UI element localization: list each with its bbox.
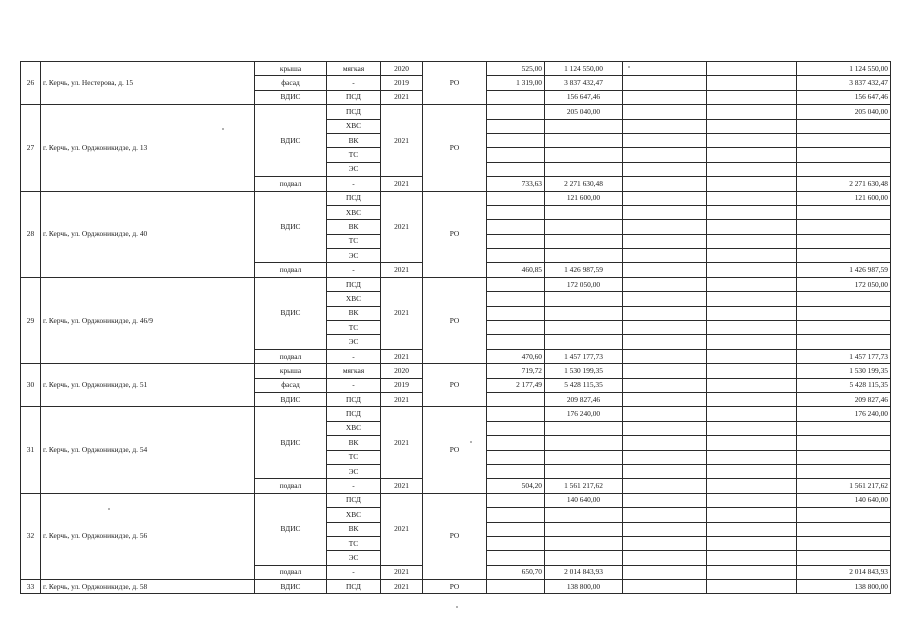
work-year: 2021 xyxy=(381,263,423,277)
work-cost: 2 271 630,48 xyxy=(545,177,623,191)
work-area xyxy=(487,90,545,104)
work-year: 2019 xyxy=(381,378,423,392)
work-cost xyxy=(545,148,623,162)
empty-cell xyxy=(707,119,797,133)
work-material: ВК xyxy=(327,306,381,320)
empty-cell xyxy=(707,148,797,162)
empty-cell xyxy=(623,479,707,493)
empty-cell xyxy=(707,162,797,176)
empty-cell xyxy=(623,436,707,450)
total-cost xyxy=(797,306,891,320)
empty-cell xyxy=(707,508,797,522)
empty-cell xyxy=(623,220,707,234)
object-address: г. Керчь, ул. Орджоникидзе, д. 40 xyxy=(41,191,255,277)
empty-cell xyxy=(623,349,707,363)
work-cost: 138 800,00 xyxy=(545,580,623,594)
total-cost xyxy=(797,148,891,162)
empty-cell xyxy=(623,335,707,349)
work-area: 470,60 xyxy=(487,349,545,363)
total-cost xyxy=(797,522,891,536)
work-area xyxy=(487,321,545,335)
work-year: 2021 xyxy=(381,493,423,565)
empty-cell xyxy=(623,306,707,320)
work-area: 650,70 xyxy=(487,565,545,579)
work-material: мягкая xyxy=(327,62,381,76)
work-material: - xyxy=(327,177,381,191)
work-year: 2020 xyxy=(381,62,423,76)
work-area xyxy=(487,249,545,263)
object-address: г. Керчь, ул. Орджоникидзе, д. 46/9 xyxy=(41,277,255,363)
empty-cell xyxy=(707,421,797,435)
table-row xyxy=(21,407,891,421)
work-cost: 1 561 217,62 xyxy=(545,479,623,493)
empty-cell xyxy=(623,205,707,219)
scan-speck xyxy=(470,441,472,443)
work-element: подвал xyxy=(255,565,327,579)
work-area: 504,20 xyxy=(487,479,545,493)
work-area xyxy=(487,191,545,205)
table-row xyxy=(21,62,891,76)
empty-cell xyxy=(707,479,797,493)
work-cost xyxy=(545,162,623,176)
total-cost xyxy=(797,119,891,133)
work-material: ХВС xyxy=(327,119,381,133)
work-year: 2019 xyxy=(381,76,423,90)
object-address: г. Керчь, ул. Орджоникидзе, д. 56 xyxy=(41,493,255,579)
work-cost xyxy=(545,551,623,565)
empty-cell xyxy=(623,249,707,263)
work-cost xyxy=(545,522,623,536)
work-material: мягкая xyxy=(327,364,381,378)
work-cost: 121 600,00 xyxy=(545,191,623,205)
work-material: ХВС xyxy=(327,421,381,435)
empty-cell xyxy=(623,378,707,392)
empty-cell xyxy=(623,508,707,522)
work-area xyxy=(487,392,545,406)
total-cost xyxy=(797,508,891,522)
empty-cell xyxy=(707,321,797,335)
work-area xyxy=(487,407,545,421)
funding-source: РО xyxy=(423,191,487,277)
total-cost: 3 837 432,47 xyxy=(797,76,891,90)
work-cost xyxy=(545,508,623,522)
work-cost: 3 837 432,47 xyxy=(545,76,623,90)
work-area xyxy=(487,148,545,162)
total-cost: 5 428 115,35 xyxy=(797,378,891,392)
funding-source: РО xyxy=(423,407,487,493)
empty-cell xyxy=(707,407,797,421)
work-element: крыша xyxy=(255,62,327,76)
total-cost xyxy=(797,292,891,306)
empty-cell xyxy=(623,90,707,104)
empty-cell xyxy=(623,464,707,478)
work-area xyxy=(487,292,545,306)
empty-cell xyxy=(623,493,707,507)
work-material: ПСД xyxy=(327,392,381,406)
object-address: г. Керчь, ул. Орджоникидзе, д. 58 xyxy=(41,580,255,594)
empty-cell xyxy=(707,90,797,104)
work-cost xyxy=(545,249,623,263)
empty-cell xyxy=(707,335,797,349)
empty-cell xyxy=(623,364,707,378)
work-material: - xyxy=(327,565,381,579)
work-element: подвал xyxy=(255,479,327,493)
total-cost xyxy=(797,321,891,335)
empty-cell xyxy=(707,263,797,277)
object-address: г. Керчь, ул. Орджоникидзе, д. 13 xyxy=(41,105,255,191)
empty-cell xyxy=(623,162,707,176)
total-cost xyxy=(797,450,891,464)
work-material: ВК xyxy=(327,436,381,450)
work-area xyxy=(487,335,545,349)
empty-cell xyxy=(707,177,797,191)
empty-cell xyxy=(623,234,707,248)
work-area xyxy=(487,105,545,119)
work-area xyxy=(487,522,545,536)
work-material: ЭС xyxy=(327,464,381,478)
work-element: подвал xyxy=(255,263,327,277)
total-cost: 121 600,00 xyxy=(797,191,891,205)
table-row xyxy=(21,105,891,119)
empty-cell xyxy=(707,306,797,320)
work-year: 2021 xyxy=(381,349,423,363)
work-material: ВК xyxy=(327,220,381,234)
work-area xyxy=(487,421,545,435)
work-area xyxy=(487,493,545,507)
total-cost: 1 124 550,00 xyxy=(797,62,891,76)
empty-cell xyxy=(707,234,797,248)
total-cost: 140 640,00 xyxy=(797,493,891,507)
work-material: - xyxy=(327,76,381,90)
work-element: ВДИС xyxy=(255,392,327,406)
empty-cell xyxy=(623,321,707,335)
empty-cell xyxy=(707,76,797,90)
object-number: 30 xyxy=(21,364,41,407)
work-element: ВДИС xyxy=(255,105,327,177)
total-cost: 172 050,00 xyxy=(797,277,891,291)
empty-cell xyxy=(707,392,797,406)
empty-cell xyxy=(707,536,797,550)
work-area xyxy=(487,162,545,176)
work-year: 2021 xyxy=(381,277,423,349)
work-cost xyxy=(545,292,623,306)
empty-cell xyxy=(623,119,707,133)
work-cost xyxy=(545,119,623,133)
work-cost: 156 647,46 xyxy=(545,90,623,104)
work-cost: 172 050,00 xyxy=(545,277,623,291)
work-area xyxy=(487,436,545,450)
work-area xyxy=(487,536,545,550)
work-year: 2021 xyxy=(381,90,423,104)
work-cost xyxy=(545,450,623,464)
work-material: ТС xyxy=(327,450,381,464)
work-cost: 205 040,00 xyxy=(545,105,623,119)
empty-cell xyxy=(707,522,797,536)
empty-cell xyxy=(707,133,797,147)
scan-speck xyxy=(108,508,110,510)
total-cost xyxy=(797,220,891,234)
table-row xyxy=(21,191,891,205)
total-cost: 209 827,46 xyxy=(797,392,891,406)
work-element: крыша xyxy=(255,364,327,378)
table-row xyxy=(21,493,891,507)
table-row xyxy=(21,277,891,291)
empty-cell xyxy=(623,177,707,191)
empty-cell xyxy=(707,105,797,119)
work-cost: 140 640,00 xyxy=(545,493,623,507)
total-cost: 156 647,46 xyxy=(797,90,891,104)
work-material: - xyxy=(327,349,381,363)
work-element: ВДИС xyxy=(255,580,327,594)
work-material: - xyxy=(327,263,381,277)
work-area xyxy=(487,306,545,320)
object-number: 29 xyxy=(21,277,41,363)
work-area xyxy=(487,464,545,478)
work-area xyxy=(487,277,545,291)
work-cost xyxy=(545,321,623,335)
total-cost xyxy=(797,464,891,478)
empty-cell xyxy=(623,76,707,90)
work-cost xyxy=(545,536,623,550)
work-year: 2021 xyxy=(381,105,423,177)
total-cost: 1 457 177,73 xyxy=(797,349,891,363)
work-year: 2021 xyxy=(381,565,423,579)
empty-cell xyxy=(707,364,797,378)
total-cost xyxy=(797,436,891,450)
work-material: - xyxy=(327,479,381,493)
work-material: ВК xyxy=(327,133,381,147)
table-row xyxy=(21,580,891,594)
object-address: г. Керчь, ул. Орджоникидзе, д. 51 xyxy=(41,364,255,407)
work-material: ВК xyxy=(327,522,381,536)
total-cost: 176 240,00 xyxy=(797,407,891,421)
work-element: ВДИС xyxy=(255,191,327,263)
empty-cell xyxy=(707,220,797,234)
empty-cell xyxy=(623,277,707,291)
empty-cell xyxy=(623,263,707,277)
total-cost xyxy=(797,249,891,263)
work-area xyxy=(487,220,545,234)
empty-cell xyxy=(707,565,797,579)
work-cost: 5 428 115,35 xyxy=(545,378,623,392)
total-cost xyxy=(797,421,891,435)
empty-cell xyxy=(707,277,797,291)
total-cost xyxy=(797,162,891,176)
scan-speck xyxy=(222,128,224,130)
work-area: 525,00 xyxy=(487,62,545,76)
repair-schedule-table xyxy=(20,61,891,594)
funding-source: РО xyxy=(423,105,487,191)
empty-cell xyxy=(623,450,707,464)
work-material: ЭС xyxy=(327,335,381,349)
empty-cell xyxy=(623,580,707,594)
total-cost: 1 426 987,59 xyxy=(797,263,891,277)
empty-cell xyxy=(707,450,797,464)
total-cost xyxy=(797,551,891,565)
work-cost xyxy=(545,335,623,349)
object-number: 28 xyxy=(21,191,41,277)
empty-cell xyxy=(623,62,707,76)
work-cost: 1 457 177,73 xyxy=(545,349,623,363)
empty-cell xyxy=(623,551,707,565)
empty-cell xyxy=(623,148,707,162)
work-cost: 1 426 987,59 xyxy=(545,263,623,277)
work-cost: 2 014 843,93 xyxy=(545,565,623,579)
work-cost xyxy=(545,464,623,478)
total-cost: 1 561 217,62 xyxy=(797,479,891,493)
total-cost xyxy=(797,133,891,147)
work-material: ПСД xyxy=(327,191,381,205)
funding-source: РО xyxy=(423,277,487,363)
empty-cell xyxy=(623,191,707,205)
empty-cell xyxy=(707,493,797,507)
work-area: 733,63 xyxy=(487,177,545,191)
empty-cell xyxy=(707,378,797,392)
work-element: фасад xyxy=(255,76,327,90)
total-cost xyxy=(797,335,891,349)
object-number: 27 xyxy=(21,105,41,191)
funding-source: РО xyxy=(423,493,487,579)
empty-cell xyxy=(707,464,797,478)
work-material: ПСД xyxy=(327,277,381,291)
work-cost xyxy=(545,436,623,450)
work-material: ПСД xyxy=(327,493,381,507)
empty-cell xyxy=(707,249,797,263)
work-year: 2021 xyxy=(381,479,423,493)
work-material: ХВС xyxy=(327,292,381,306)
work-material: ПСД xyxy=(327,580,381,594)
work-cost xyxy=(545,133,623,147)
empty-cell xyxy=(623,421,707,435)
work-area: 719,72 xyxy=(487,364,545,378)
work-cost: 1 530 199,35 xyxy=(545,364,623,378)
empty-cell xyxy=(707,436,797,450)
empty-cell xyxy=(623,292,707,306)
object-address: г. Керчь, ул. Орджоникидзе, д. 54 xyxy=(41,407,255,493)
work-area xyxy=(487,508,545,522)
work-element: ВДИС xyxy=(255,493,327,565)
empty-cell xyxy=(707,551,797,565)
empty-cell xyxy=(707,191,797,205)
work-cost xyxy=(545,205,623,219)
work-material: ХВС xyxy=(327,508,381,522)
work-area: 1 319,00 xyxy=(487,76,545,90)
work-area xyxy=(487,551,545,565)
object-number: 32 xyxy=(21,493,41,579)
work-material: ПСД xyxy=(327,105,381,119)
funding-source: РО xyxy=(423,364,487,407)
work-cost xyxy=(545,220,623,234)
table-row xyxy=(21,364,891,378)
empty-cell xyxy=(623,522,707,536)
work-cost: 209 827,46 xyxy=(545,392,623,406)
object-number: 26 xyxy=(21,62,41,105)
work-cost xyxy=(545,234,623,248)
work-element: фасад xyxy=(255,378,327,392)
total-cost: 2 014 843,93 xyxy=(797,565,891,579)
work-year: 2021 xyxy=(381,392,423,406)
total-cost: 2 271 630,48 xyxy=(797,177,891,191)
work-area: 2 177,49 xyxy=(487,378,545,392)
work-year: 2020 xyxy=(381,364,423,378)
funding-source: РО xyxy=(423,580,487,594)
work-year: 2021 xyxy=(381,177,423,191)
work-element: подвал xyxy=(255,177,327,191)
empty-cell xyxy=(707,205,797,219)
work-year: 2021 xyxy=(381,407,423,479)
work-area xyxy=(487,580,545,594)
empty-cell xyxy=(707,580,797,594)
work-material: ЭС xyxy=(327,551,381,565)
work-element: ВДИС xyxy=(255,90,327,104)
total-cost xyxy=(797,536,891,550)
work-cost xyxy=(545,421,623,435)
work-area xyxy=(487,133,545,147)
scan-speck xyxy=(456,606,458,608)
total-cost: 205 040,00 xyxy=(797,105,891,119)
total-cost xyxy=(797,234,891,248)
work-material: ЭС xyxy=(327,162,381,176)
work-year: 2021 xyxy=(381,191,423,263)
work-year: 2021 xyxy=(381,580,423,594)
work-area xyxy=(487,450,545,464)
object-address: г. Керчь, ул. Нестерова, д. 15 xyxy=(41,62,255,105)
funding-source: РО xyxy=(423,62,487,105)
work-area: 460,85 xyxy=(487,263,545,277)
empty-cell xyxy=(707,349,797,363)
work-material: ПСД xyxy=(327,407,381,421)
total-cost: 1 530 199,35 xyxy=(797,364,891,378)
empty-cell xyxy=(623,133,707,147)
total-cost xyxy=(797,205,891,219)
object-number: 31 xyxy=(21,407,41,493)
object-number: 33 xyxy=(21,580,41,594)
work-material: ХВС xyxy=(327,205,381,219)
empty-cell xyxy=(623,565,707,579)
empty-cell xyxy=(623,105,707,119)
work-element: подвал xyxy=(255,349,327,363)
work-element: ВДИС xyxy=(255,407,327,479)
scan-speck xyxy=(628,66,630,68)
work-cost xyxy=(545,306,623,320)
empty-cell xyxy=(623,392,707,406)
work-material: ТС xyxy=(327,321,381,335)
work-material: ТС xyxy=(327,234,381,248)
work-cost: 1 124 550,00 xyxy=(545,62,623,76)
work-cost: 176 240,00 xyxy=(545,407,623,421)
empty-cell xyxy=(707,292,797,306)
empty-cell xyxy=(707,62,797,76)
work-material: ПСД xyxy=(327,90,381,104)
empty-cell xyxy=(623,536,707,550)
work-material: ТС xyxy=(327,536,381,550)
work-area xyxy=(487,234,545,248)
work-area xyxy=(487,119,545,133)
work-element: ВДИС xyxy=(255,277,327,349)
work-material: ТС xyxy=(327,148,381,162)
work-area xyxy=(487,205,545,219)
work-material: - xyxy=(327,378,381,392)
work-material: ЭС xyxy=(327,249,381,263)
empty-cell xyxy=(623,407,707,421)
total-cost: 138 800,00 xyxy=(797,580,891,594)
